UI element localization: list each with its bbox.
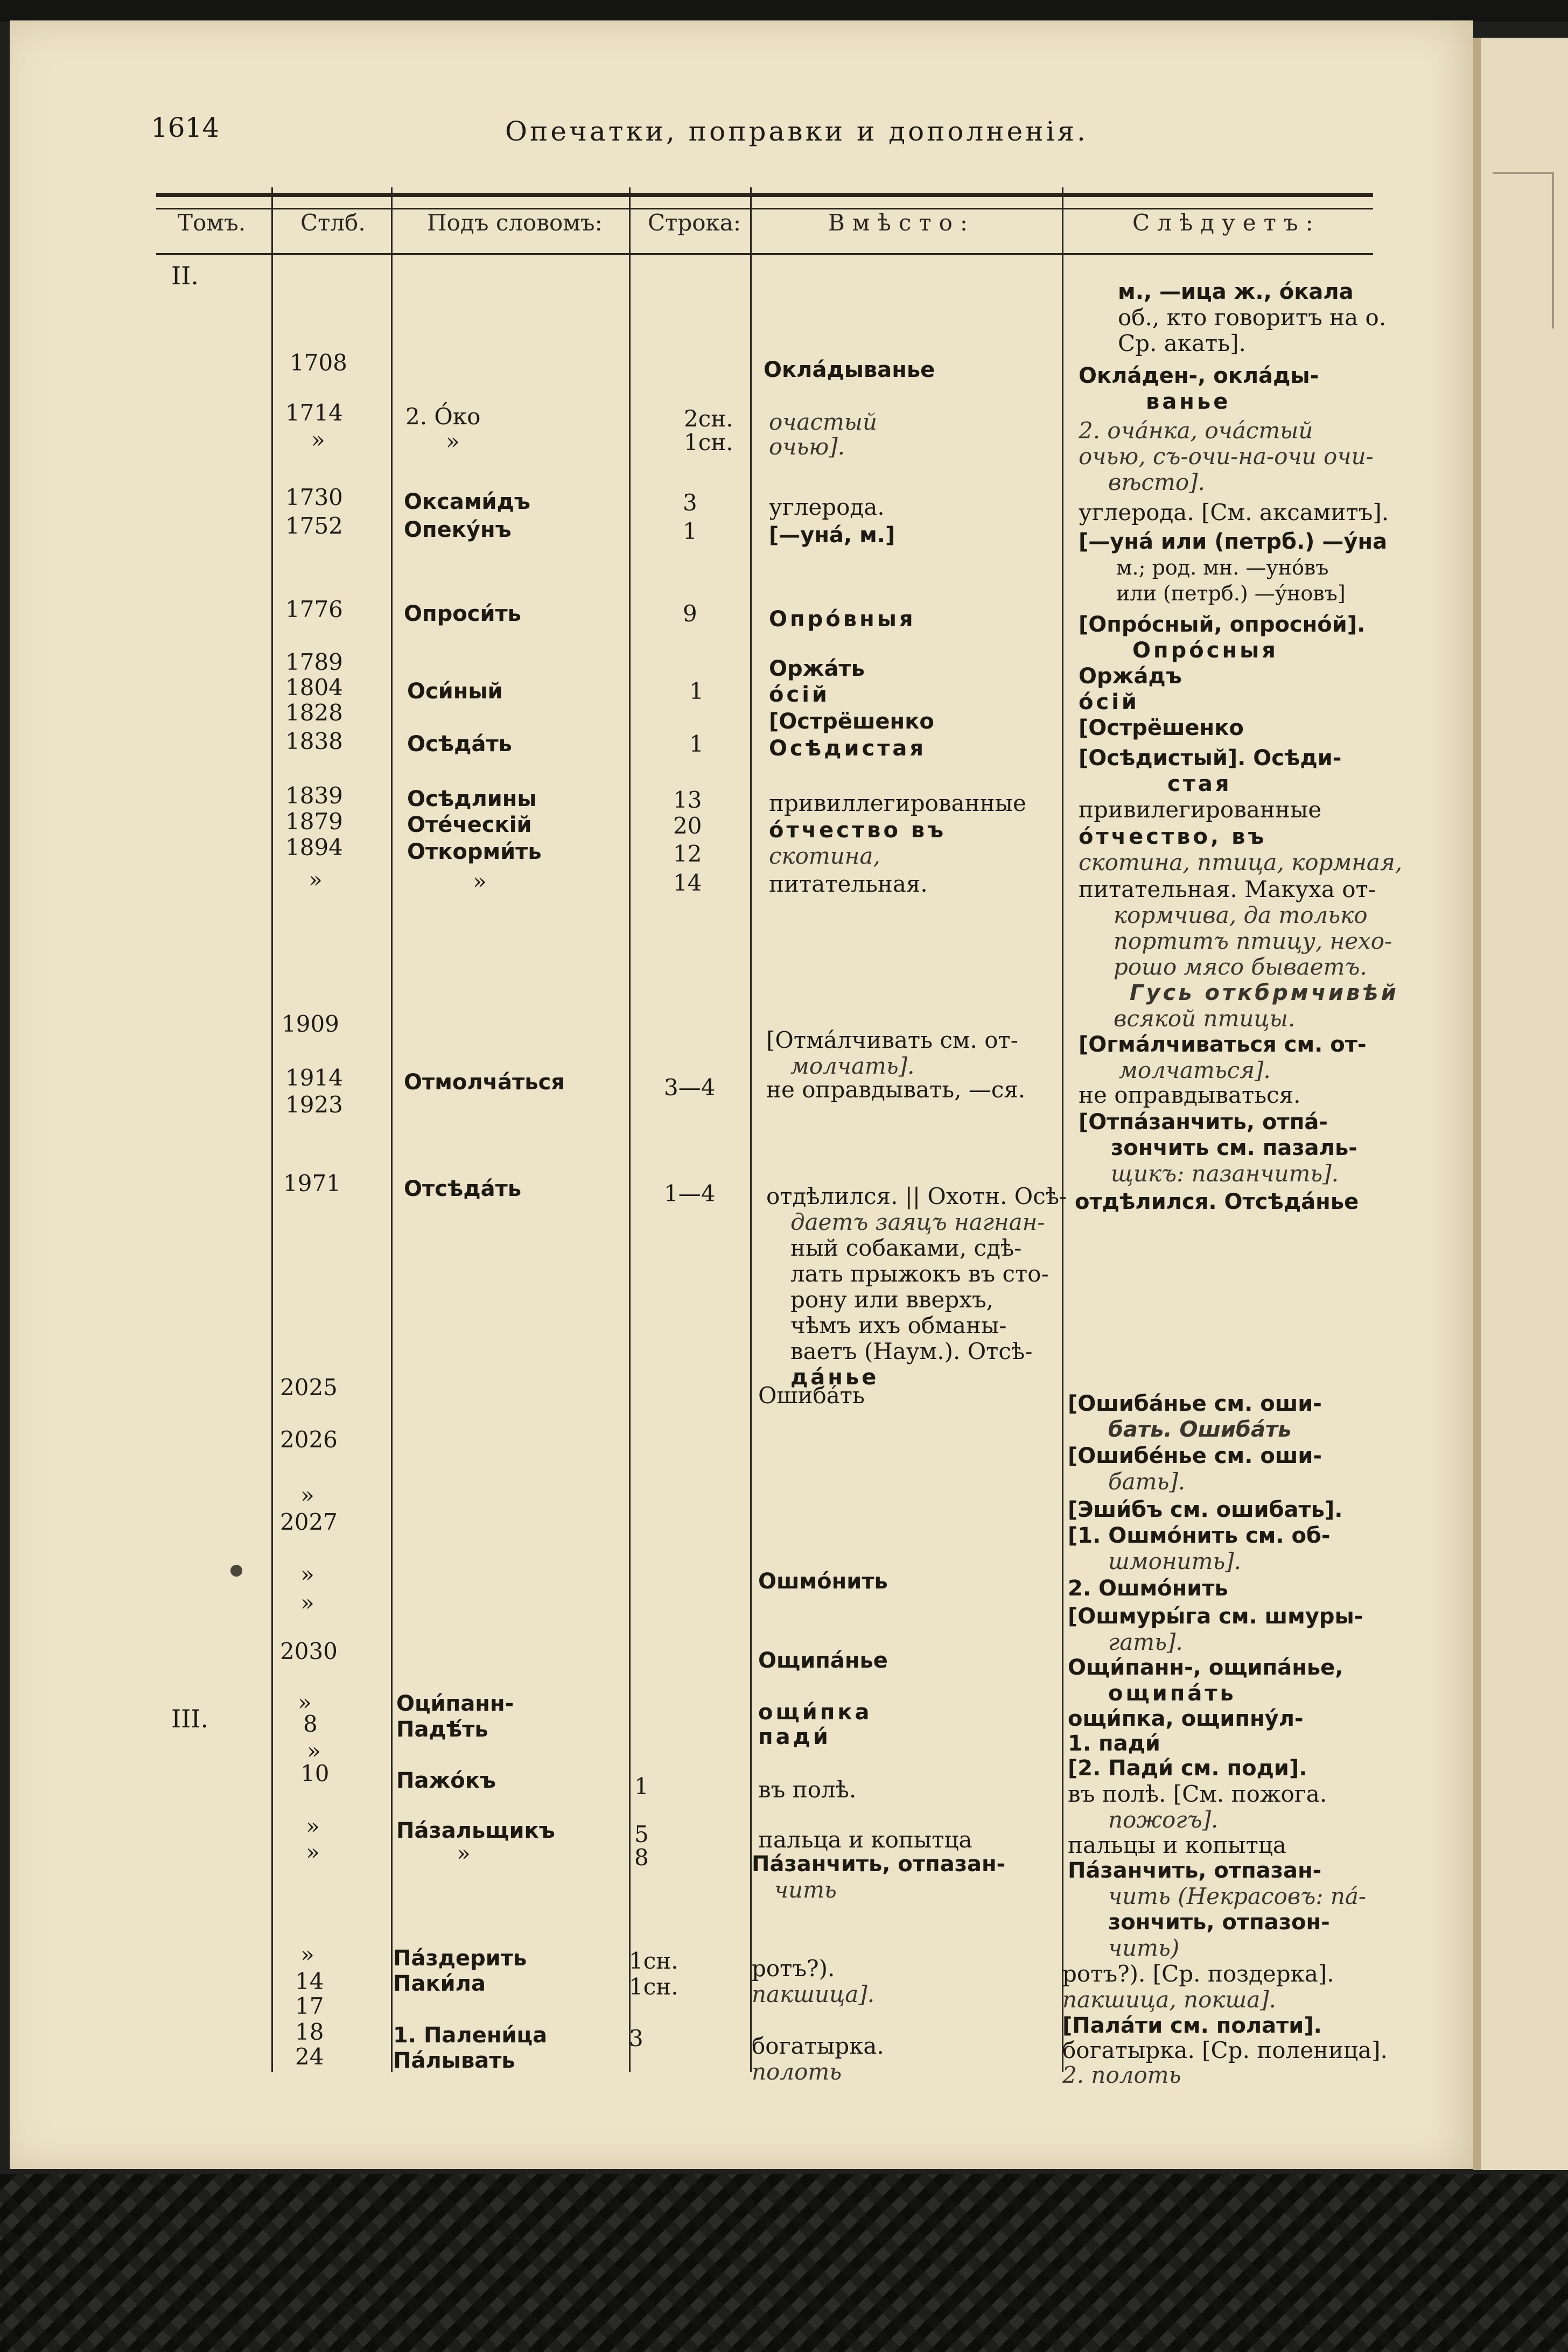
erratum-text: не оправдывать, —ся. (766, 1076, 1026, 1103)
erratum-text: пакшица]. (752, 1981, 875, 2007)
correction-text: отдѣлился. Отсѣда́нье (1075, 1189, 1359, 1214)
ditto-mark: » (473, 868, 487, 894)
scan-top-edge (0, 0, 1568, 22)
table-top-rule (156, 193, 1373, 197)
correction-text: ощи́пка, ощипну́л- (1068, 1706, 1304, 1731)
headword: 2. О́ко (405, 403, 481, 430)
correction-text: Па́занчить, отпазан- (1068, 1858, 1322, 1883)
ditto-mark: » (307, 1738, 321, 1764)
column-ref: 1789 (285, 649, 343, 675)
ink-spot (230, 1565, 242, 1577)
line-ref: 1 (683, 518, 697, 544)
column-divider (750, 187, 752, 2072)
erratum-text: чить (774, 1877, 837, 1903)
line-ref: 1 (689, 678, 704, 704)
erratum-text: отдѣлился. || Охотн. Осѣ- (766, 1183, 1067, 1209)
column-ref: 10 (300, 1760, 330, 1787)
erratum-text: о́сій (769, 682, 830, 707)
erratum-text: привиллегированные (769, 790, 1026, 816)
correction-text: рошо мясо бываетъ. (1114, 954, 1367, 980)
erratum-text: ощи́пка (758, 1700, 872, 1725)
column-ref: 17 (295, 1993, 324, 2019)
erratum-text: богатырка. (752, 2033, 884, 2059)
column-ref: 1894 (285, 834, 343, 860)
erratum-text: лать прыжокъ въ сто- (790, 1261, 1049, 1287)
correction-text: шмонить]. (1108, 1548, 1242, 1574)
correction-text: ротъ?). [Ср. поздерка]. (1062, 1961, 1334, 1987)
correction-text: Окла́ден-, окла́ды- (1079, 363, 1319, 388)
ditto-mark: » (300, 1941, 314, 1968)
line-ref: 2сн. (684, 405, 733, 432)
erratum-text: Па́занчить, отпазан- (752, 1852, 1006, 1877)
column-ref: 1730 (285, 484, 343, 510)
correction-text: молчаться]. (1119, 1057, 1271, 1083)
erratum-text: Ошиба́ть (758, 1382, 865, 1409)
column-ref: 2030 (280, 1638, 338, 1664)
column-ref: 1838 (285, 728, 343, 754)
headword: Оци́панн- (396, 1691, 514, 1716)
line-ref: 1—4 (664, 1180, 716, 1207)
correction-text: о́сій (1079, 690, 1139, 715)
correction-text: бать. Ошиба́ть (1108, 1417, 1292, 1442)
correction-text: углерода. [См. аксамитъ]. (1079, 499, 1389, 526)
column-ref: 1714 (285, 400, 343, 426)
line-ref: 1сн. (684, 429, 733, 456)
column-divider (271, 187, 273, 2072)
correction-text: [Осѣдистый]. Осѣди- (1079, 746, 1342, 771)
header-bottom-rule (156, 253, 1373, 255)
erratum-text: Окла́дыванье (764, 358, 935, 382)
column-ref: 1708 (290, 349, 347, 376)
headword: Осѣдлины (407, 787, 537, 811)
column-ref: 14 (295, 1968, 324, 1994)
column-ref: 1923 (285, 1091, 343, 1118)
column-ref: 1839 (285, 782, 343, 809)
ditto-mark: » (300, 1482, 314, 1508)
correction-text: богатырка. [Ср. поленица]. (1062, 2037, 1388, 2063)
correction-text: въ полѣ. [См. пожога. (1068, 1781, 1327, 1807)
correction-text: 2. оча́нка, оча́стый (1079, 417, 1313, 444)
line-ref: 1сн. (629, 1973, 678, 2000)
erratum-text: Опро́вныя (769, 607, 916, 632)
ditto-mark: » (309, 866, 323, 893)
headword: Откорми́ть (407, 839, 542, 864)
headword: Опеку́нъ (404, 517, 512, 542)
correction-text: пальцы и копытца (1068, 1832, 1286, 1858)
headword: Па́здерить (393, 1946, 527, 1971)
col-header-line: Строка: (648, 209, 741, 236)
erratum-text: [Острёшенко (769, 709, 934, 734)
volume-label: III. (171, 1704, 209, 1733)
column-divider (391, 187, 393, 2072)
col-header-column: Стлб. (300, 209, 366, 236)
headword: Оси́ный (407, 679, 503, 704)
column-ref: 24 (295, 2043, 324, 2070)
correction-text: [2. Пади́ см. поди]. (1068, 1756, 1307, 1781)
headword: Оте́ческій (407, 813, 532, 837)
erratum-text: да́нье (790, 1365, 879, 1390)
correction-text: чить (Некрасовъ: па́- (1108, 1883, 1367, 1909)
erratum-text: молчать]. (790, 1053, 915, 1079)
correction-text: скотина, птица, кормная, (1079, 849, 1403, 876)
correction-text: [—уна́ или (петрб.) —у́на (1079, 529, 1388, 554)
headword: Паки́ла (393, 1971, 486, 1996)
line-ref: 3 (629, 2025, 643, 2052)
correction-text: м., —ица ж., о́кала (1118, 279, 1354, 304)
page-title: Опечатки, поправки и дополненія. (505, 116, 1088, 147)
correction-text: гать]. (1108, 1629, 1183, 1655)
ditto-mark: » (300, 1590, 314, 1616)
line-ref: 1сн. (629, 1948, 678, 1974)
correction-text: [Ошибе́нье см. оши- (1068, 1444, 1322, 1468)
correction-text: Ощи́панн-, ощипа́нье, (1068, 1655, 1343, 1680)
ditto-mark: » (457, 1840, 471, 1866)
correction-text: очью, съ-очи-на-очи очи- (1079, 443, 1374, 470)
column-ref: 1971 (283, 1170, 341, 1196)
column-ref: 1752 (285, 513, 343, 539)
correction-text: бать]. (1108, 1468, 1186, 1495)
volume-label: II. (171, 261, 199, 290)
erratum-text: очастый (769, 409, 878, 435)
col-header-should-be: Слѣдуетъ: (1132, 209, 1321, 236)
correction-text: кормчива, да только (1114, 902, 1368, 928)
erratum-text: скотина, (769, 843, 880, 869)
correction-text: 2. Ошмо́нить (1068, 1576, 1228, 1601)
correction-text: [Ошиба́нье см. оши- (1068, 1391, 1322, 1416)
column-ref: 1914 (285, 1065, 343, 1091)
correction-text: стая (1167, 772, 1232, 796)
erratum-text: углерода. (769, 494, 885, 520)
correction-text: м.; род. мн. —уно́въ (1116, 556, 1329, 579)
line-ref: 5 (634, 1821, 649, 1847)
correction-text: 2. полоть (1062, 2062, 1181, 2088)
column-divider (1062, 187, 1063, 2072)
correction-text: портитъ птицу, нехо- (1114, 928, 1392, 954)
correction-text: привилегированные (1079, 796, 1322, 823)
correction-text: Ср. акать]. (1118, 330, 1246, 356)
erratum-text: питательная. (769, 871, 928, 897)
erratum-text: Оржа́ть (769, 656, 865, 681)
column-ref: 1804 (285, 674, 343, 701)
col-header-instead: Вмѣсто: (828, 209, 976, 236)
erratum-text: [Отма́лчивать см. от- (766, 1027, 1018, 1053)
column-divider (629, 187, 631, 2072)
erratum-text: Осѣдистая (769, 736, 927, 761)
correction-text: или (петрб.) —у́новъ] (1116, 582, 1346, 605)
headword: Опроси́ть (404, 601, 521, 626)
correction-text: пожогъ]. (1108, 1807, 1219, 1833)
correction-text: вѣсто]. (1108, 469, 1205, 495)
erratum-text: [—уна́, м.] (769, 523, 895, 548)
correction-text: Гусь откбрмчивѣй (1130, 981, 1399, 1005)
page-number: 1614 (151, 112, 220, 143)
line-ref: 3—4 (664, 1074, 716, 1101)
headword: Па́зальщикъ (396, 1818, 555, 1843)
ditto-mark: » (300, 1561, 314, 1587)
erratum-text: полоть (752, 2059, 842, 2085)
erratum-text: даетъ заяцъ нагнан- (790, 1209, 1045, 1235)
column-ref: 2027 (280, 1509, 338, 1535)
headword: Па́лывать (393, 2048, 515, 2073)
erratum-text: пади́ (758, 1725, 831, 1749)
correction-text: об., кто говоритъ на о. (1118, 304, 1387, 331)
column-ref: 8 (303, 1711, 318, 1737)
erratum-text: Ошмо́нить (758, 1569, 888, 1594)
line-ref: 20 (673, 813, 702, 839)
col-header-word: Подъ словомъ: (427, 209, 603, 236)
column-ref: 1879 (285, 808, 343, 835)
correction-text: не оправдываться. (1079, 1082, 1301, 1108)
correction-text: [Отпа́занчить, отпа́- (1079, 1110, 1328, 1135)
correction-text: [Опро́сный, опросно́й]. (1079, 612, 1366, 637)
ditto-mark: » (446, 428, 460, 454)
correction-text: щикъ: пазанчить]. (1111, 1160, 1339, 1187)
column-ref: 18 (295, 2019, 324, 2045)
correction-text: о́тчество, въ (1079, 824, 1267, 849)
column-ref: 1776 (285, 596, 343, 622)
column-ref: 1828 (285, 699, 343, 726)
headword: Пажо́къ (396, 1768, 496, 1793)
column-ref: 2026 (280, 1426, 338, 1453)
column-ref: 1909 (282, 1011, 339, 1037)
headword: Осѣда́ть (407, 732, 512, 757)
headword: Оксами́дъ (404, 489, 530, 514)
erratum-text: въ полѣ. (758, 1776, 857, 1803)
ditto-mark: » (298, 1689, 312, 1716)
line-ref: 8 (634, 1844, 649, 1871)
erratum-text: ный собаками, сдѣ- (790, 1235, 1022, 1261)
correction-text: [Эши́бъ см. ошибать]. (1068, 1497, 1343, 1522)
correction-text: 1. пади́ (1068, 1731, 1160, 1756)
line-ref: 1 (689, 731, 704, 757)
correction-text: зончить, отпазон- (1108, 1910, 1330, 1935)
correction-text: [1. Ошмо́нить см. об- (1068, 1523, 1331, 1548)
correction-text: зончить см. пазаль- (1111, 1136, 1357, 1160)
correction-text: [Острёшенко (1079, 716, 1244, 740)
correction-text: [Пала́ти см. полати]. (1062, 2013, 1322, 2038)
erratum-text: очью]. (769, 433, 845, 460)
ditto-mark: » (306, 1813, 320, 1839)
adjacent-page-edge (1473, 38, 1568, 2170)
headword: Падѣ́ть (396, 1717, 488, 1742)
column-ref: 2025 (280, 1374, 338, 1401)
correction-text: ванье (1146, 389, 1231, 414)
ditto-mark: » (311, 426, 325, 453)
book-page (10, 20, 1473, 2169)
correction-text: чить) (1108, 1935, 1180, 1961)
erratum-text: чѣмъ ихъ обманы- (790, 1312, 1007, 1339)
correction-text: Опро́сныя (1132, 638, 1278, 663)
erratum-text: рону или вверхъ, (790, 1286, 994, 1313)
erratum-text: о́тчество въ (769, 818, 947, 843)
line-ref: 1 (634, 1773, 649, 1800)
headword: Отмолча́ться (404, 1070, 565, 1095)
correction-text: Оржа́дъ (1079, 664, 1182, 689)
correction-text: всякой птицы. (1114, 1005, 1296, 1032)
erratum-text: ваетъ (Наум.). Отсѣ- (790, 1338, 1033, 1364)
correction-text: пакшица, покша]. (1062, 1986, 1277, 2013)
headword: 1. Палени́ца (393, 2023, 548, 2048)
line-ref: 12 (673, 841, 702, 867)
correction-text: [Ошмуры́га см. шмуры- (1068, 1604, 1363, 1629)
line-ref: 14 (673, 870, 702, 896)
erratum-text: пальца и копытца (758, 1826, 972, 1853)
correction-text: питательная. Макуха от- (1079, 876, 1376, 902)
correction-text: ощипа́ть (1108, 1681, 1236, 1706)
headword: Отсѣда́ть (404, 1177, 522, 1201)
ditto-mark: » (306, 1839, 320, 1865)
line-ref: 3 (683, 489, 697, 516)
line-ref: 9 (683, 600, 697, 627)
line-ref: 13 (673, 787, 702, 813)
correction-text: [Огма́лчиваться см. от- (1079, 1032, 1367, 1057)
erratum-text: ротъ?). (752, 1955, 835, 1982)
erratum-text: Ощипа́нье (758, 1648, 888, 1673)
col-header-volume: Томъ. (178, 209, 246, 236)
